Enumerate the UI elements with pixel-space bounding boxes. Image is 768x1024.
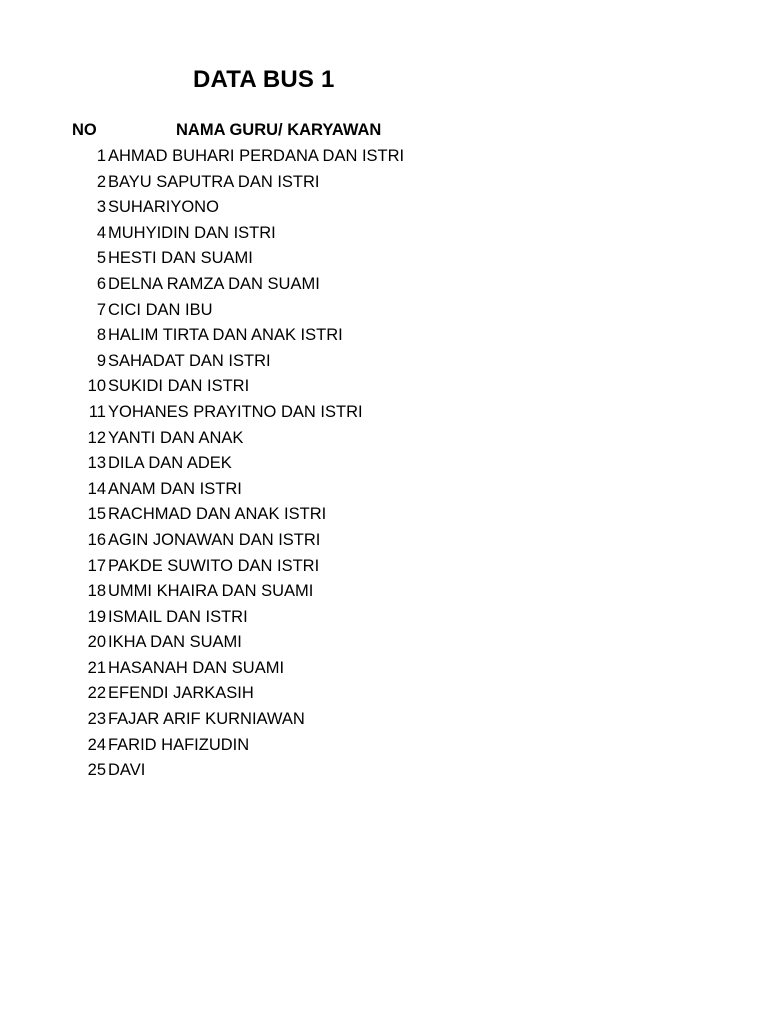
row-number: 9: [96, 351, 106, 370]
row-number: 19: [87, 607, 106, 626]
row-name: DAVI: [108, 761, 146, 780]
row-name: AHMAD BUHARI PERDANA DAN ISTRI: [108, 147, 405, 165]
table-row: [72, 221, 632, 247]
row-number: 17: [87, 556, 106, 575]
table-row: [72, 579, 632, 605]
row-name: DELNA RAMZA DAN SUAMI: [108, 274, 320, 293]
row-name: HASANAH DAN SUAMI: [108, 658, 285, 677]
row-name: FAJAR ARIF KURNIAWAN: [108, 710, 305, 729]
table-row: [72, 349, 632, 375]
row-number: 25: [87, 761, 106, 780]
row-name: SUKIDI DAN ISTRI: [108, 377, 250, 396]
row-name: PAKDE SUWITO DAN ISTRI: [108, 556, 320, 575]
row-number: 21: [87, 658, 106, 677]
page-title: DATA BUS 1: [193, 66, 335, 93]
row-number: 14: [87, 479, 106, 498]
row-name: SAHADAT DAN ISTRI: [108, 351, 271, 370]
row-number: 10: [87, 377, 106, 396]
row-name: EFENDI JARKASIH: [108, 684, 254, 703]
row-number: 3: [96, 198, 106, 217]
passenger-list: [72, 144, 632, 784]
table-row: [72, 630, 632, 656]
row-number: 16: [87, 530, 106, 549]
row-name: YANTI DAN ANAK: [108, 428, 244, 447]
column-header-name: NAMA GURU/ KARYAWAN: [176, 121, 382, 139]
table-row: [72, 656, 632, 682]
row-name: YOHANES PRAYITNO DAN ISTRI: [108, 402, 363, 421]
table-row: [72, 451, 632, 477]
row-number: 6: [96, 274, 106, 293]
row-number: 7: [96, 300, 106, 319]
table-row: [72, 323, 632, 349]
row-number: 22: [87, 684, 106, 703]
row-name: BAYU SAPUTRA DAN ISTRI: [108, 172, 320, 191]
row-number: 20: [87, 633, 106, 652]
table-row: [72, 400, 632, 426]
row-number: 8: [96, 326, 106, 345]
table-row: [72, 170, 632, 196]
row-name: ISMAIL DAN ISTRI: [108, 607, 248, 626]
table-row: [72, 195, 632, 221]
row-number: 4: [96, 223, 106, 242]
table-row: [72, 426, 632, 452]
row-name: FARID HAFIZUDIN: [108, 735, 250, 754]
table-row: [72, 144, 632, 170]
row-number: 1: [96, 147, 106, 165]
table-row: [72, 477, 632, 503]
row-name: HESTI DAN SUAMI: [108, 249, 253, 268]
table-row: [72, 272, 632, 298]
row-number: 11: [88, 402, 106, 421]
row-name: MUHYIDIN DAN ISTRI: [108, 223, 276, 242]
table-row: [72, 298, 632, 324]
table-row: [72, 605, 632, 631]
column-header-no: NO: [72, 121, 97, 139]
row-number: 12: [87, 428, 106, 447]
row-number: 5: [96, 249, 106, 268]
row-name: RACHMAD DAN ANAK ISTRI: [108, 505, 327, 524]
table-row: [72, 707, 632, 733]
row-name: HALIM TIRTA DAN ANAK ISTRI: [108, 326, 343, 345]
table-row: [72, 374, 632, 400]
table-row: [72, 502, 632, 528]
table-row: [72, 758, 632, 784]
row-number: 18: [87, 582, 106, 601]
row-name: DILA DAN ADEK: [108, 454, 232, 473]
row-number: 24: [87, 735, 106, 754]
row-name: AGIN JONAWAN DAN ISTRI: [108, 530, 321, 549]
row-name: CICI DAN IBU: [108, 300, 213, 319]
row-number: 23: [87, 710, 106, 729]
table-row: [72, 681, 632, 707]
table-row: [72, 246, 632, 272]
row-number: 13: [87, 454, 106, 473]
row-number: 2: [96, 172, 106, 191]
row-name: UMMI KHAIRA DAN SUAMI: [108, 582, 314, 601]
row-name: SUHARIYONO: [108, 198, 219, 217]
row-name: ANAM DAN ISTRI: [108, 479, 242, 498]
row-number: 15: [87, 505, 106, 524]
table-row: [72, 554, 632, 580]
table-row: [72, 528, 632, 554]
table-row: [72, 733, 632, 759]
row-name: IKHA DAN SUAMI: [108, 633, 242, 652]
